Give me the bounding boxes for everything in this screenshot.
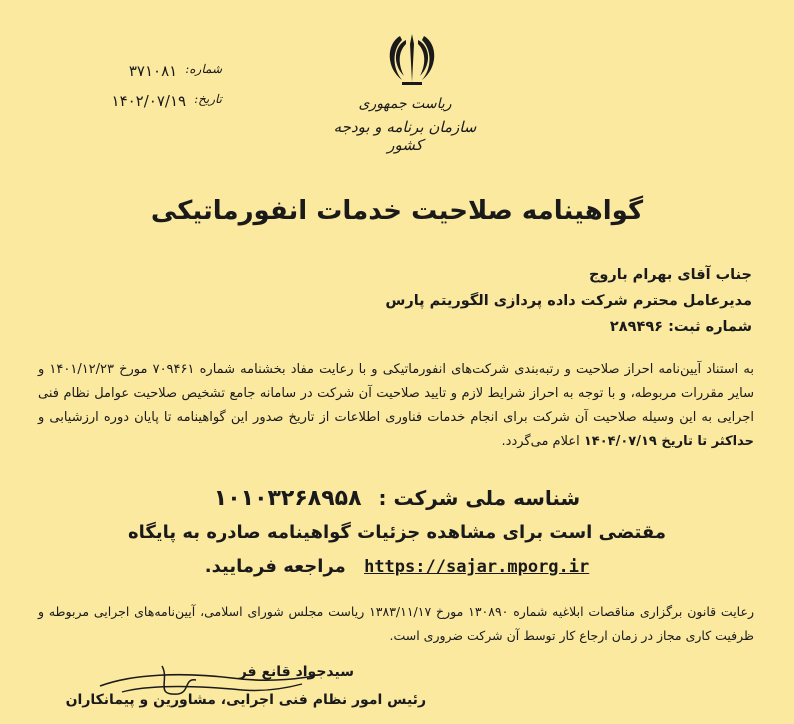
instruction-text: مقتضی است برای مشاهده جزئیات گواهینامه صادره به پایگاه	[127, 522, 667, 543]
body-ending: اعلام می‌گردد.	[501, 434, 580, 449]
document-date-value: ۱۴۰۲/۰۷/۱۹	[111, 92, 187, 110]
presidency-label: ریاست جمهوری	[358, 96, 452, 112]
document-number-label: شماره:	[185, 62, 222, 76]
signatory-name: سیدجواد قانع فر	[238, 664, 354, 680]
registration-row	[232, 314, 752, 340]
addressee-position: مدیرعامل محترم شرکت داده پردازی الگوریتم پارس	[385, 293, 752, 309]
issuing-organization	[330, 96, 480, 154]
document-meta	[72, 62, 222, 122]
document-date-label: تاریخ:	[194, 92, 222, 106]
body-deadline: حداکثر تا تاریخ ۱۴۰۴/۰۷/۱۹	[583, 434, 754, 449]
certificate-title: گواهینامه صلاحیت خدمات انفورماتیکی	[150, 196, 644, 226]
signatory-title: رئیس امور نظام فنی اجرایی، مشاورین و پیمانکاران	[65, 692, 426, 708]
document-number-row	[72, 62, 222, 80]
body-main-text: به استناد آیین‌نامه احراز صلاحیت و رتبه‌بندی شرکت‌های انفورماتیکی و با رعایت مفاد بخشنامه شماره ۷۰۹۴۶۱ مورخ ۱۴۰۱/۱۲/۲۳ و سایر مقررات مربوطه، و با توجه به احراز شرایط لازم و تایید صلاحیت آن شرکت در سامانه جامع تشخیص صلاحیت عوامل نظام فنی اجرایی به این وسیله صلاحیت آن شرکت برای انجام خدمات فناوری اطلاعات از تاریخ صدور این گواهینامه تا پایان دوره ارزشیابی و	[38, 362, 754, 425]
national-id-value: ۱۰۱۰۳۲۶۸۹۵۸	[213, 486, 362, 511]
national-id-row	[40, 486, 754, 511]
law-note: رعایت قانون برگزاری مناقصات ابلاغیه شماره ۱۳۰۸۹۰ مورخ ۱۳۸۳/۱۱/۱۷ ریاست مجلس شورای اسلامی، آیین‌نامه‌های اجرایی مربوطه و ظرفیت کاری مجاز در زمان ارجاع کار توسط آن شرکت ضروری است.	[38, 604, 754, 643]
registration-value: ۲۸۹۴۹۶	[609, 319, 664, 335]
national-id-label: شناسه ملی شرکت :	[378, 486, 581, 510]
addressee-block	[232, 262, 752, 340]
link-suffix: مراجعه فرمایید.	[204, 556, 346, 577]
addressee-name: جناب آقای بهرام باروج	[588, 267, 752, 283]
registration-label: شماره ثبت:	[668, 319, 752, 335]
document-date-row	[72, 92, 222, 110]
sajar-link[interactable]: https://sajar.mporg.ir	[364, 557, 590, 577]
iran-emblem-icon	[384, 30, 440, 92]
link-row	[40, 556, 754, 577]
document-number-value: ۳۷۱۰۸۱	[128, 62, 178, 80]
certificate-body	[38, 358, 754, 454]
organization-name: سازمان برنامه و بودجه کشور	[333, 118, 477, 154]
